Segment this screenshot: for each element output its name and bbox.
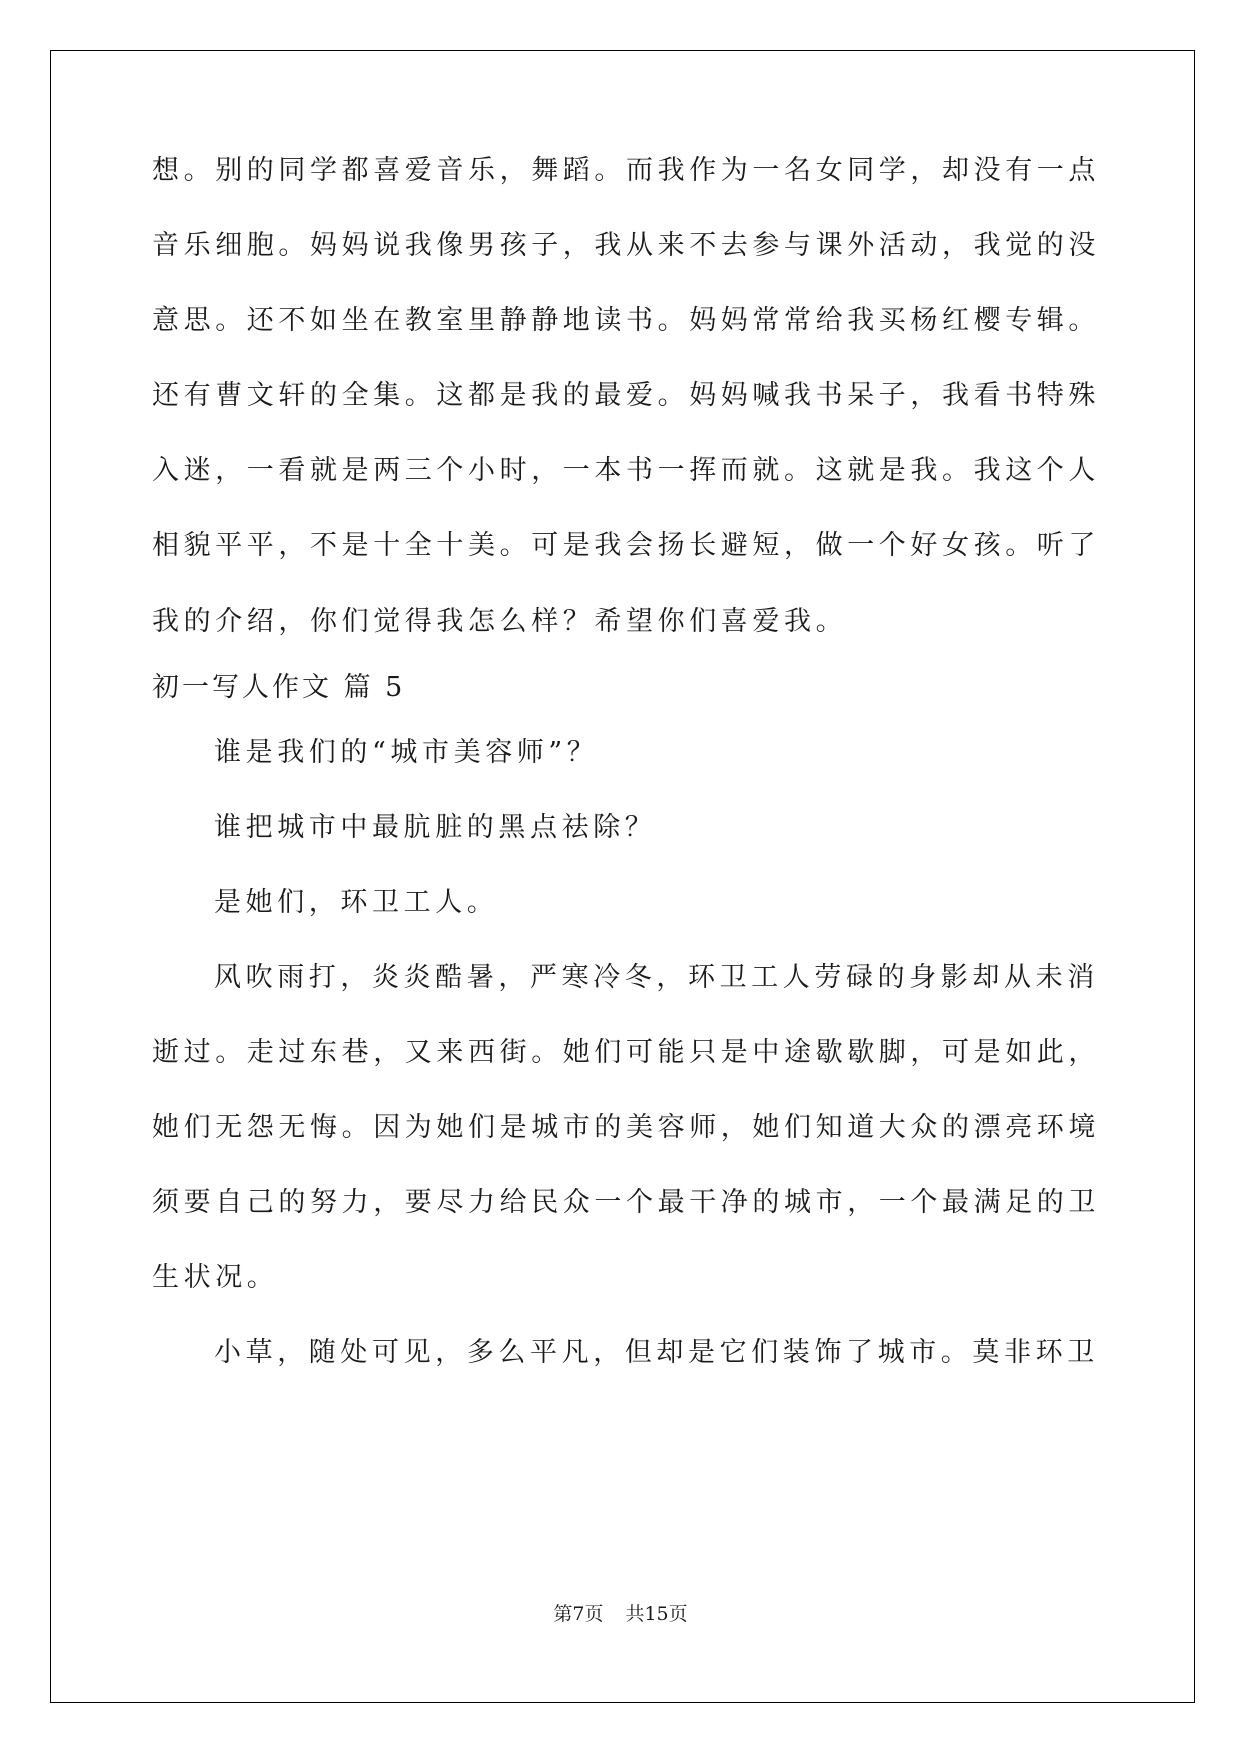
page-border [50, 50, 1195, 1703]
body-line-2: 音乐细胞。妈妈说我像男孩子，我从来不去参与课外活动，我觉的没 [152, 230, 1100, 261]
section-heading: 初一写人作文 篇 5 [152, 672, 406, 703]
body-line-1: 想。别的同学都喜爱音乐，舞蹈。而我作为一名女同学，却没有一点 [152, 155, 1100, 186]
body-line-9: 谁是我们的“城市美容师”？ [214, 737, 599, 768]
page-number: 第7页 [553, 1603, 604, 1625]
body-line-14: 她们无怨无悔。因为她们是城市的美容师，她们知道大众的漂亮环境 [152, 1112, 1100, 1143]
body-line-12: 风吹雨打，炎炎酷暑，严寒冷冬，环卫工人劳碌的身影却从未消 [214, 962, 1099, 993]
body-line-11: 是她们，环卫工人。 [214, 887, 499, 918]
body-line-13: 逝过。走过东巷，又来西街。她们可能只是中途歇歇脚，可是如此， [152, 1037, 1100, 1068]
body-line-7: 我的介绍，你们觉得我怎么样？希望你们喜爱我。 [152, 606, 848, 637]
body-line-17: 小草，随处可见，多么平凡，但却是它们装饰了城市。莫非环卫 [214, 1337, 1099, 1368]
body-line-15: 须要自己的努力，要尽力给民众一个最干净的城市，一个最满足的卫 [152, 1187, 1100, 1218]
page-total: 共15页 [625, 1603, 688, 1625]
body-line-5: 入迷，一看就是两三个小时，一本书一挥而就。这就是我。我这个人 [152, 455, 1100, 486]
body-line-6: 相貌平平，不是十全十美。可是我会扬长避短，做一个好女孩。听了 [152, 530, 1100, 561]
body-line-16: 生状况。 [152, 1262, 279, 1293]
body-line-4: 还有曹文轩的全集。这都是我的最爱。妈妈喊我书呆子，我看书特殊 [152, 380, 1100, 411]
body-line-3: 意思。还不如坐在教室里静静地读书。妈妈常常给我买杨红樱专辑。 [152, 305, 1100, 336]
page-footer [0, 1602, 1241, 1626]
body-line-10: 谁把城市中最肮脏的黑点祛除？ [214, 812, 657, 843]
